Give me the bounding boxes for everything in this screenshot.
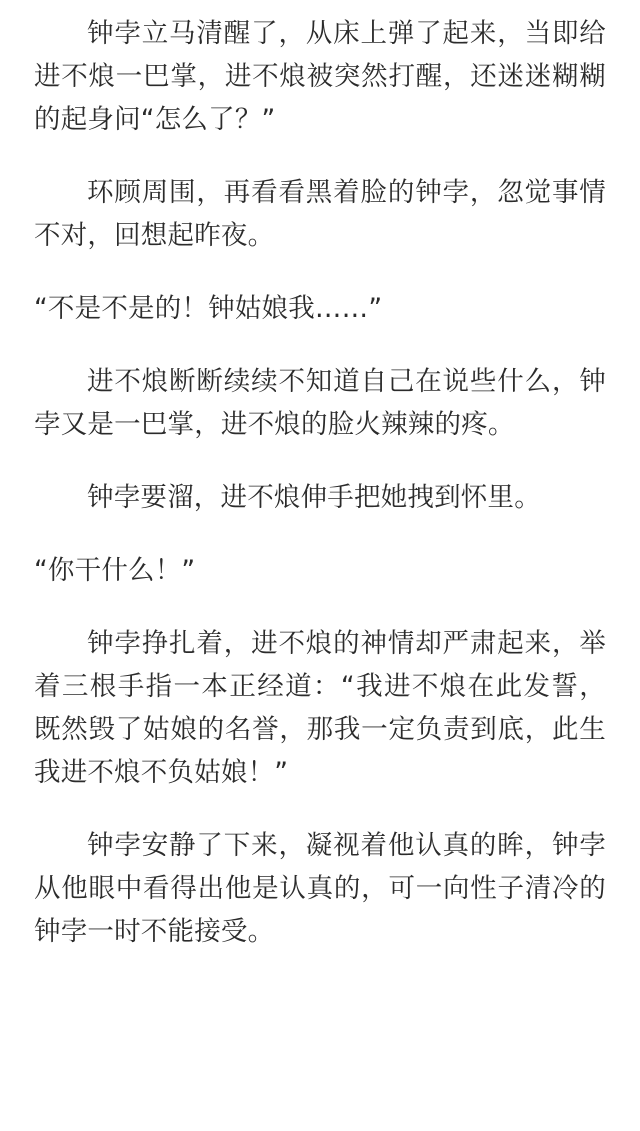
paragraph: 环顾周围，再看看黑着脸的钟孛，忽觉事情不对，回想起昨夜。: [34, 177, 606, 251]
paragraph: 钟孛安静了下来，凝视着他认真的眸，钟孛从他眼中看得出他是认真的，可一向性子清冷的钟孛一时不能接受。: [34, 830, 606, 947]
paragraph: “你干什么！”: [34, 555, 196, 586]
paragraph: “不是不是的！钟姑娘我……”: [34, 293, 383, 324]
paragraph: 钟孛要溜，进不烺伸手把她拽到怀里。: [87, 482, 541, 513]
paragraph: 钟孛立马清醒了，从床上弹了起来，当即给进不烺一巴掌，进不烺被突然打醒，还迷迷糊糊的起身问“怎么了？”: [34, 18, 606, 135]
paragraph: 进不烺断断续续不知道自己在说些什么，钟孛又是一巴掌，进不烺的脸火辣辣的疼。: [34, 366, 606, 440]
paragraph: 钟孛挣扎着，进不烺的神情却严肃起来，举着三根手指一本正经道：“我进不烺在此发誓，既然毁了姑娘的名誉，那我一定负责到底，此生我进不烺不负姑娘！”: [34, 628, 606, 788]
